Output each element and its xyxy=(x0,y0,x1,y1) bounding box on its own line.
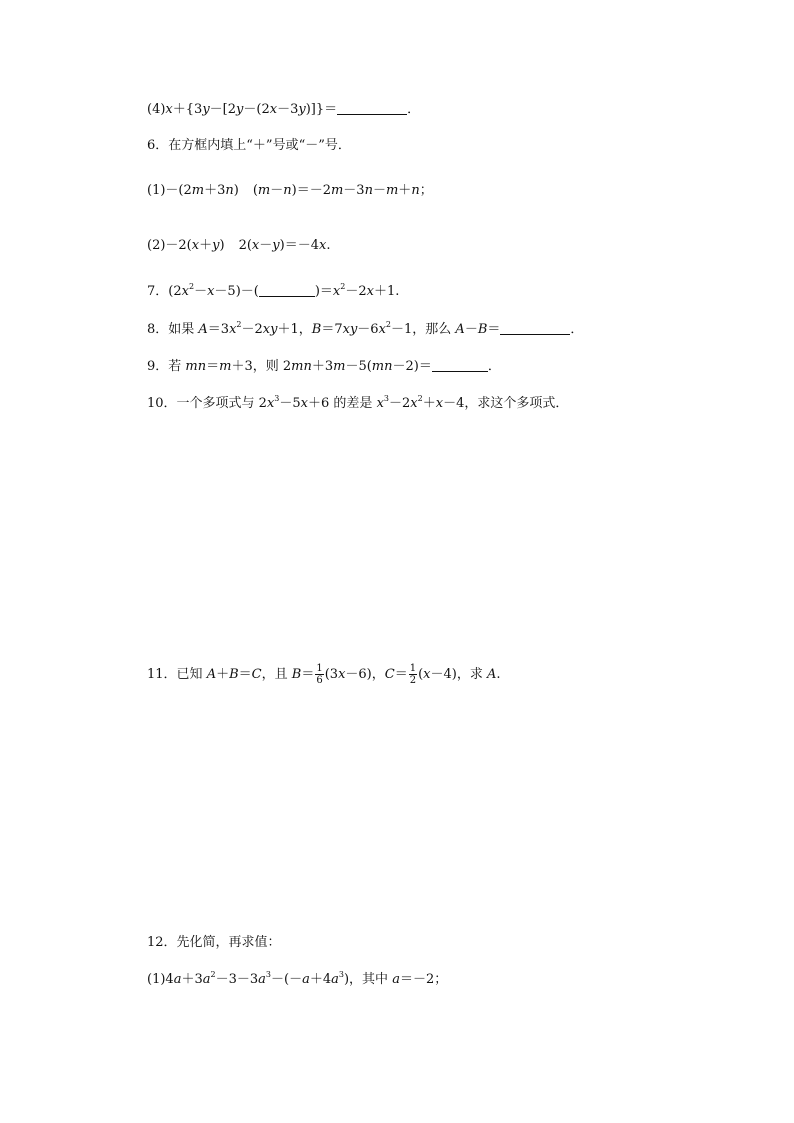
text: ( xyxy=(252,183,258,198)
var: y xyxy=(236,102,244,117)
text: ＝ xyxy=(238,667,252,682)
text: ＝－2； xyxy=(399,972,448,987)
text: ． xyxy=(570,322,584,337)
text: ＝ xyxy=(301,667,315,682)
var: mn xyxy=(185,359,207,374)
question-6-part-2 xyxy=(147,237,330,255)
text: 7．(2 xyxy=(147,284,182,299)
answer-blank[interactable] xyxy=(500,321,570,335)
var: a xyxy=(173,972,182,987)
var: y xyxy=(202,102,210,117)
answer-blank[interactable] xyxy=(337,101,407,115)
var: mn xyxy=(291,359,312,374)
text: 10．一个多项式与 2 xyxy=(147,396,267,411)
var: x xyxy=(378,322,386,337)
var: C xyxy=(251,667,262,682)
exponent: 2 xyxy=(236,320,242,329)
var: B xyxy=(311,322,322,337)
text: － xyxy=(270,183,284,198)
var: a xyxy=(331,972,339,987)
text: )]}＝ xyxy=(305,102,338,117)
var: y xyxy=(212,238,220,253)
var: mn xyxy=(371,359,393,374)
var: x xyxy=(207,284,215,299)
var: a xyxy=(392,972,400,987)
question-6-part-1 xyxy=(147,182,433,200)
var: n xyxy=(411,183,420,198)
text: )，其中 xyxy=(343,972,393,987)
text: ＋3 xyxy=(181,972,203,987)
text: ＝ xyxy=(394,667,408,682)
text: －2)＝ xyxy=(392,359,432,374)
text: －[2 xyxy=(209,102,237,117)
var: x xyxy=(269,102,278,117)
numerator: 1 xyxy=(409,663,417,674)
var: x xyxy=(410,396,418,411)
text: (3 xyxy=(324,667,339,682)
text: 2( xyxy=(238,238,252,253)
var: m xyxy=(191,183,205,198)
text: ＋3，则 2 xyxy=(231,359,292,374)
fraction xyxy=(315,663,323,686)
answer-blank[interactable] xyxy=(432,358,488,372)
var: n xyxy=(283,183,292,198)
fraction xyxy=(409,663,417,686)
text: ＋ xyxy=(398,183,412,198)
text: 9．若 xyxy=(147,359,186,374)
text: (4) xyxy=(147,102,166,117)
var: x xyxy=(165,102,173,117)
text: －6)， xyxy=(345,667,385,682)
denominator: 6 xyxy=(316,675,323,686)
text: －5( xyxy=(345,359,372,374)
text: －3 xyxy=(343,183,365,198)
text: － xyxy=(464,322,478,337)
var: B xyxy=(229,667,239,682)
var: A xyxy=(198,322,208,337)
var: A xyxy=(487,667,497,682)
var: m xyxy=(333,359,346,374)
var: n xyxy=(225,183,234,198)
question-5-part-4 xyxy=(147,101,420,119)
var: y xyxy=(272,238,280,253)
question-9 xyxy=(147,358,501,376)
text: ＋1， xyxy=(277,322,312,337)
question-12-title: 12．先化简，再求值： xyxy=(147,935,281,950)
text: － xyxy=(259,238,273,253)
text: (1)4 xyxy=(147,972,174,987)
text: －2 xyxy=(389,396,411,411)
var: x xyxy=(229,322,237,337)
text: (1)－(2 xyxy=(147,183,192,198)
text: －3－3 xyxy=(215,972,259,987)
exponent: 2 xyxy=(385,320,392,329)
text: ． xyxy=(407,102,421,117)
text: ) xyxy=(233,183,239,198)
text: －6 xyxy=(357,322,379,337)
exponent: 2 xyxy=(417,394,423,403)
var: x xyxy=(318,238,327,253)
var: xy xyxy=(342,322,358,337)
text: 8．如果 xyxy=(147,322,199,337)
exponent: 3 xyxy=(338,970,344,979)
var: x xyxy=(332,284,341,299)
var: x xyxy=(251,238,260,253)
text: )＝ xyxy=(314,284,333,299)
question-7 xyxy=(147,283,399,301)
var: x xyxy=(191,238,200,253)
text: －(2 xyxy=(243,102,270,117)
var: x xyxy=(300,396,309,411)
text: ＝ xyxy=(487,322,501,337)
text: 11．已知 xyxy=(147,667,207,682)
text: ＋1. xyxy=(373,284,400,299)
var: x xyxy=(435,396,444,411)
text: －4)，求 xyxy=(430,667,487,682)
question-8 xyxy=(147,321,583,339)
var: x xyxy=(181,284,189,299)
var: x xyxy=(423,667,431,682)
var: A xyxy=(455,322,465,337)
text: ＋4 xyxy=(309,972,332,987)
text: ＋3 xyxy=(311,359,334,374)
question-11 xyxy=(147,662,501,688)
text: (2)－2( xyxy=(147,238,192,253)
text: . xyxy=(326,238,331,253)
text: －3 xyxy=(277,102,299,117)
text: ＋ xyxy=(422,396,436,411)
text: －2 xyxy=(345,284,367,299)
var: x xyxy=(266,396,275,411)
var: C xyxy=(384,667,395,682)
var: a xyxy=(202,972,211,987)
var: B xyxy=(291,667,302,682)
text: －1，那么 xyxy=(391,322,456,337)
question-10 xyxy=(147,395,568,413)
text: ． xyxy=(487,359,501,374)
var: x xyxy=(338,667,346,682)
text: ＝ xyxy=(206,359,220,374)
question-12-part-1 xyxy=(147,971,447,989)
var: x xyxy=(366,284,374,299)
text: －(－ xyxy=(271,972,303,987)
text: － xyxy=(372,183,386,198)
var: m xyxy=(385,183,399,198)
text: ，且 xyxy=(261,667,292,682)
var: m xyxy=(257,183,271,198)
var: xy xyxy=(262,322,278,337)
text: ( xyxy=(418,667,424,682)
var: n xyxy=(364,183,373,198)
exponent: 3 xyxy=(383,394,389,403)
text: －5 xyxy=(279,396,301,411)
exponent: 2 xyxy=(188,282,195,291)
text: . xyxy=(496,667,501,682)
numerator: 1 xyxy=(316,663,323,674)
exponent: 3 xyxy=(265,970,271,979)
exponent: 3 xyxy=(274,394,280,403)
text: ) xyxy=(219,238,225,253)
text: － xyxy=(194,284,208,299)
var: a xyxy=(302,972,310,987)
text: ＋6 的差是 xyxy=(308,396,377,411)
text: )＝－2 xyxy=(291,183,331,198)
var: m xyxy=(219,359,232,374)
denominator: 2 xyxy=(409,675,417,686)
text: ＋{3 xyxy=(172,102,203,117)
question-6-title: 6．在方框内填上“＋”号或“－”号． xyxy=(147,138,351,153)
var: A xyxy=(206,667,217,682)
text: )＝－4 xyxy=(279,238,319,253)
text: ＋3 xyxy=(204,183,226,198)
var: y xyxy=(298,102,306,117)
text: ＝3 xyxy=(207,322,230,337)
text: ＝7 xyxy=(321,322,343,337)
var: B xyxy=(477,322,488,337)
text: ＋ xyxy=(199,238,213,253)
text: ； xyxy=(419,183,433,198)
text: －5)－( xyxy=(214,284,259,299)
var: a xyxy=(258,972,266,987)
answer-blank[interactable] xyxy=(259,283,315,297)
exponent: 2 xyxy=(210,970,216,979)
var: x xyxy=(376,396,384,411)
text: －4，求这个多项式． xyxy=(443,396,569,411)
text: －2 xyxy=(241,322,263,337)
exponent: 2 xyxy=(340,282,346,291)
var: m xyxy=(330,183,344,198)
text: ＋ xyxy=(216,667,230,682)
